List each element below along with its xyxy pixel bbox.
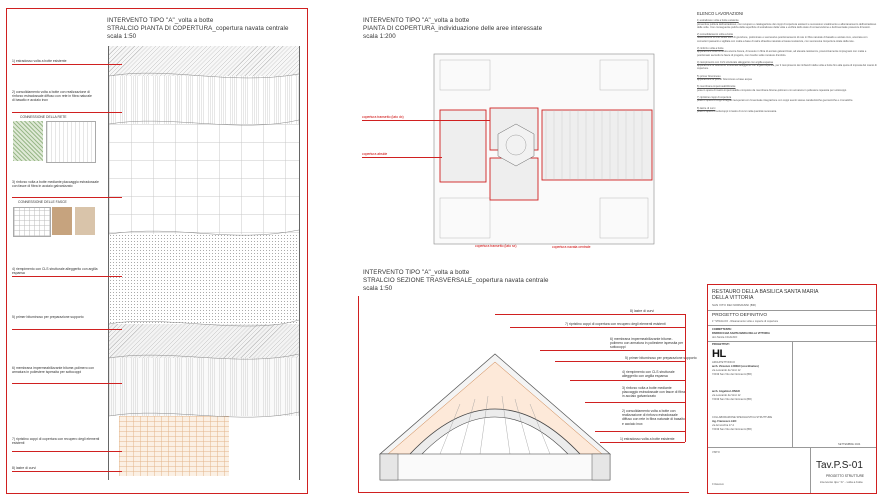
- p3-label-5: 5) primer bituminoso per preparazione supporto: [625, 356, 697, 360]
- roof-plan: [420, 48, 670, 250]
- architect-2: arch. Angelica LONGO: [712, 390, 740, 393]
- elenco-item: 6) membrana impermeabilizzante posa in opera di manto impermeabile composto da membrana bitume-polimero con armatura in poliestere ispessita per sottocoppi.: [697, 85, 847, 92]
- committente: PARROCCHIA SANTA MARIA DELLA VITTORIA: [712, 332, 770, 335]
- p3-label-1: 1) estradosso volta a botte esistente: [620, 437, 675, 441]
- p1-label-4: 4) riempimento con CLS strutturale alleggerito con argilla espansa: [12, 267, 98, 276]
- project-location: SAN VITO DEI NORMANNI (BR): [712, 303, 756, 307]
- hl-logo: HL: [712, 348, 726, 360]
- p3-label-8: 8) lastre di curvi: [630, 309, 654, 313]
- panel1-title: INTERVENTO TIPO "A"_volta a botte: [107, 17, 214, 24]
- date-stamp: SETTEMBRE 2024: [838, 443, 861, 446]
- p1-label-3: 3) rinforzo volta a botte mediante placcaggio estradossale con fasce di fibra in acciaio galvanizzato: [12, 180, 99, 189]
- panel1-subtitle: STRALCIO PIANTA DI COPERTURA_copertura navata centrale: [107, 25, 289, 32]
- detail-fasce-image-1: [52, 207, 72, 235]
- leader-8: [12, 471, 122, 472]
- p3-label-3: 3) rinforzo volta a botte mediante placcaggio estradossale con fasce di fibra in acciaio galvanizzato: [622, 386, 685, 399]
- elenco-item: 2) consolidamento volta a botte realizzazione di uno strato fibro di giunzione, preliminare e successivo posizionamento di rete in fibra naturale di basalto e acciaio inox, ancorata con connettori passanti e sigillata con malta a base di calce idraulica naturale a bassa resistenza, con successiva ricopertura totale della rete.: [697, 33, 868, 43]
- p3-leader-6: [540, 350, 685, 351]
- elenco-title: ELENCO LAVORAZIONI: [697, 11, 744, 16]
- sheet-code-sub: PROGETTO STRUTTURE: [826, 474, 865, 478]
- committente-heading: COMMITTENTE:: [712, 328, 732, 331]
- p1-label-2: 2) consolidamento volta a botte con realizzazione di rinforzo estradossale diffuso con rete in fibra naturale di basalto e acciaio inox: [12, 90, 92, 103]
- p1-label-6: 6) membrana impermeabilizzante bitume-polimero con armatura in poliestere ispessita per sottocoppi: [12, 366, 94, 375]
- plan-curves: [109, 46, 299, 480]
- leader-abside: [362, 157, 442, 158]
- elenco-item: 1) estradosso volta a botte esistente preventiva pulitura dell'estradosso, con recupero e catalogazione dei coppi di copertura esistenti e successivo smaltimento e allontanamento dell'estradosso delle volte. Con conseguente pulizia della superficie di estradosso della volta e verifica dello stato di conservazione e dell'eventuale presenza di lesioni.: [697, 19, 877, 29]
- detail-fasce-drawing: [13, 207, 51, 237]
- panel1-scale: scala 1:50: [107, 33, 137, 40]
- label-navata: copertura navata centrale: [552, 245, 591, 249]
- panel3-title: INTERVENTO TIPO "A"_volta a botte: [363, 269, 470, 276]
- p3-leader-3: [585, 402, 685, 403]
- panel2-scale: scala 1:200: [363, 33, 396, 40]
- project-phase-sub: 1° STRALCIO - Risanamento volte e coperte di copertura: [712, 320, 778, 323]
- elenco-item: 8) lastre di curvi posa in opera di sottocoppi in lastre di curvi nella quantità necessaria.: [697, 106, 777, 113]
- p3-leader-1: [600, 442, 685, 443]
- area-navata: [542, 110, 652, 180]
- sheet-code-desc: intervento tipo "A" - volta a botte: [820, 480, 863, 484]
- leader-5: [12, 329, 122, 330]
- p1-connessione-fasce: CONNESSIONE DELLE FASCE: [18, 200, 67, 204]
- progettisti-heading: PROGETTISTI: [712, 343, 730, 346]
- p1-label-8: 8) lastre di curvi: [12, 466, 36, 470]
- architect-2-address: via Leonardo da Vinci 12: [712, 394, 741, 397]
- p3-label-7: 7) ripristino coppi di copertura con recupero degli elementi esistenti: [565, 322, 666, 326]
- plan-drawing: [108, 46, 300, 480]
- panel3-subtitle: STRALCIO SEZIONE TRASVERSALE_copertura navata centrale: [363, 277, 549, 284]
- project-phase: PROGETTO DEFINITIVO: [712, 313, 768, 318]
- label-transetto-sx: copertura transetto (lato sx): [475, 244, 517, 248]
- architect-2-city: 72019 San Vito dei Normanni (BR): [712, 398, 752, 401]
- project-title: RESTAURO DELLA BASILICA SANTA MARIA DELLA VITTORIA: [712, 289, 819, 302]
- visto-label: VISTO: [712, 451, 720, 454]
- p3-leader-5: [555, 361, 685, 362]
- leader-7: [12, 451, 122, 452]
- p3-vertical-leader: [685, 314, 686, 442]
- area-abside: [440, 110, 486, 182]
- sheet-code: Tav.P.S-01: [816, 460, 863, 471]
- p3-label-6: 6) membrana impermeabilizzante bitume-polimero con armatura in poliestere ispessita per sottocoppi: [610, 337, 684, 350]
- p1-connessione-rete: CONNESSIONE DELLA RETE: [20, 115, 67, 119]
- p3-leader-2: [595, 431, 685, 432]
- p1-label-1: 1) estradosso volta a botte esistente: [12, 59, 67, 63]
- elenco-item: 7) ripristino coppi di copertura posa in opera di coppi integrati recuperati con l'eventuale integrazione con coppi aventi stesse caratteristiche geometriche e cromatiche.: [697, 95, 854, 103]
- panel3-scale: scala 1:50: [363, 285, 393, 292]
- leader-transetto-dx: [362, 120, 490, 121]
- engineer-address: via Armocchia 17 A: [712, 424, 735, 427]
- elenco-item: 4) riempimento con CLS strutturale alleggerito con argilla espansa applicazione di betoncino strutturale alleggerito con argilla espansa, per il riempimento dei rinfianchi della volta a botte fino alla quota di imposta del manto di copertura.: [697, 60, 877, 71]
- leader-6: [12, 383, 122, 384]
- p3-label-4: 4) riempimento con CLS strutturale alleggerito con argilla espansa: [622, 370, 675, 379]
- detail-fasce-image-2: [75, 207, 95, 235]
- architetti-heading: ARCHITETTONICO: [712, 361, 736, 364]
- title-block: [707, 284, 877, 494]
- architect-1-city: 72019 San Vito dei Normanni (BR): [712, 373, 752, 376]
- panel2-title: INTERVENTO TIPO "A"_volta a botte: [363, 17, 470, 24]
- p1-label-5: 5) primer bituminoso per preparazione supporto: [12, 315, 84, 319]
- elenco-item: 5) primer bituminoso applicazione di primer bituminoso a base acqua: [697, 74, 752, 82]
- leader-2: [12, 112, 122, 113]
- engineer-city: 72019 San Vito dei Normanni (BR): [712, 428, 752, 431]
- committente-sub: don Nicola CICALINO: [712, 336, 738, 339]
- leader-3: [12, 197, 122, 198]
- structural-engineer: ing. Francesco LEO: [712, 420, 737, 423]
- elenco-item: 3) rinforzo volta a botte applicazione sulla struttura ancora fresca, di tessuto in fibra di acciaio galvanizzato, ad elevata resistenza, preventivamente impregnato con malta e posizionato secondo le fasce di progetto, con risvolto sulle murature d'ambito.: [697, 46, 867, 57]
- architect-1-address: via Leonardo da Vinci 12: [712, 369, 741, 372]
- leader-4: [12, 276, 122, 277]
- section-drawing: [370, 344, 620, 484]
- architect-1: arch. Vincenzo LONGO (coordinatore): [712, 365, 759, 368]
- p3-leader-7: [510, 327, 685, 328]
- p3-label-2: 2) consolidamento volta a botte con realizzazione di rinforzo estradossale diffuso con rete in fibra naturale di basalto e acciaio inox: [622, 409, 685, 426]
- detail-rete-drawing: [46, 121, 96, 163]
- visto-sub: Il Vescovo: [712, 483, 724, 486]
- p3-leader-8: [495, 314, 685, 315]
- p3-leader-4: [570, 380, 685, 381]
- detail-rete-image: [13, 121, 43, 161]
- label-abside: copertura abside: [362, 152, 388, 156]
- panel2-subtitle: PIANTA DI COPERTURA_individuazione delle aree interessate: [363, 25, 543, 32]
- structures-heading: COLLABORAZIONE SPECIALISTICA STRUTTURE: [712, 416, 773, 419]
- p1-label-7: 7) ripristino coppi di copertura con recupero degli elementi esistenti: [12, 437, 100, 446]
- leader-1: [12, 64, 122, 65]
- label-transetto-dx: copertura transetto (lato dx): [362, 115, 404, 119]
- elenco-lavorazioni: [697, 12, 877, 282]
